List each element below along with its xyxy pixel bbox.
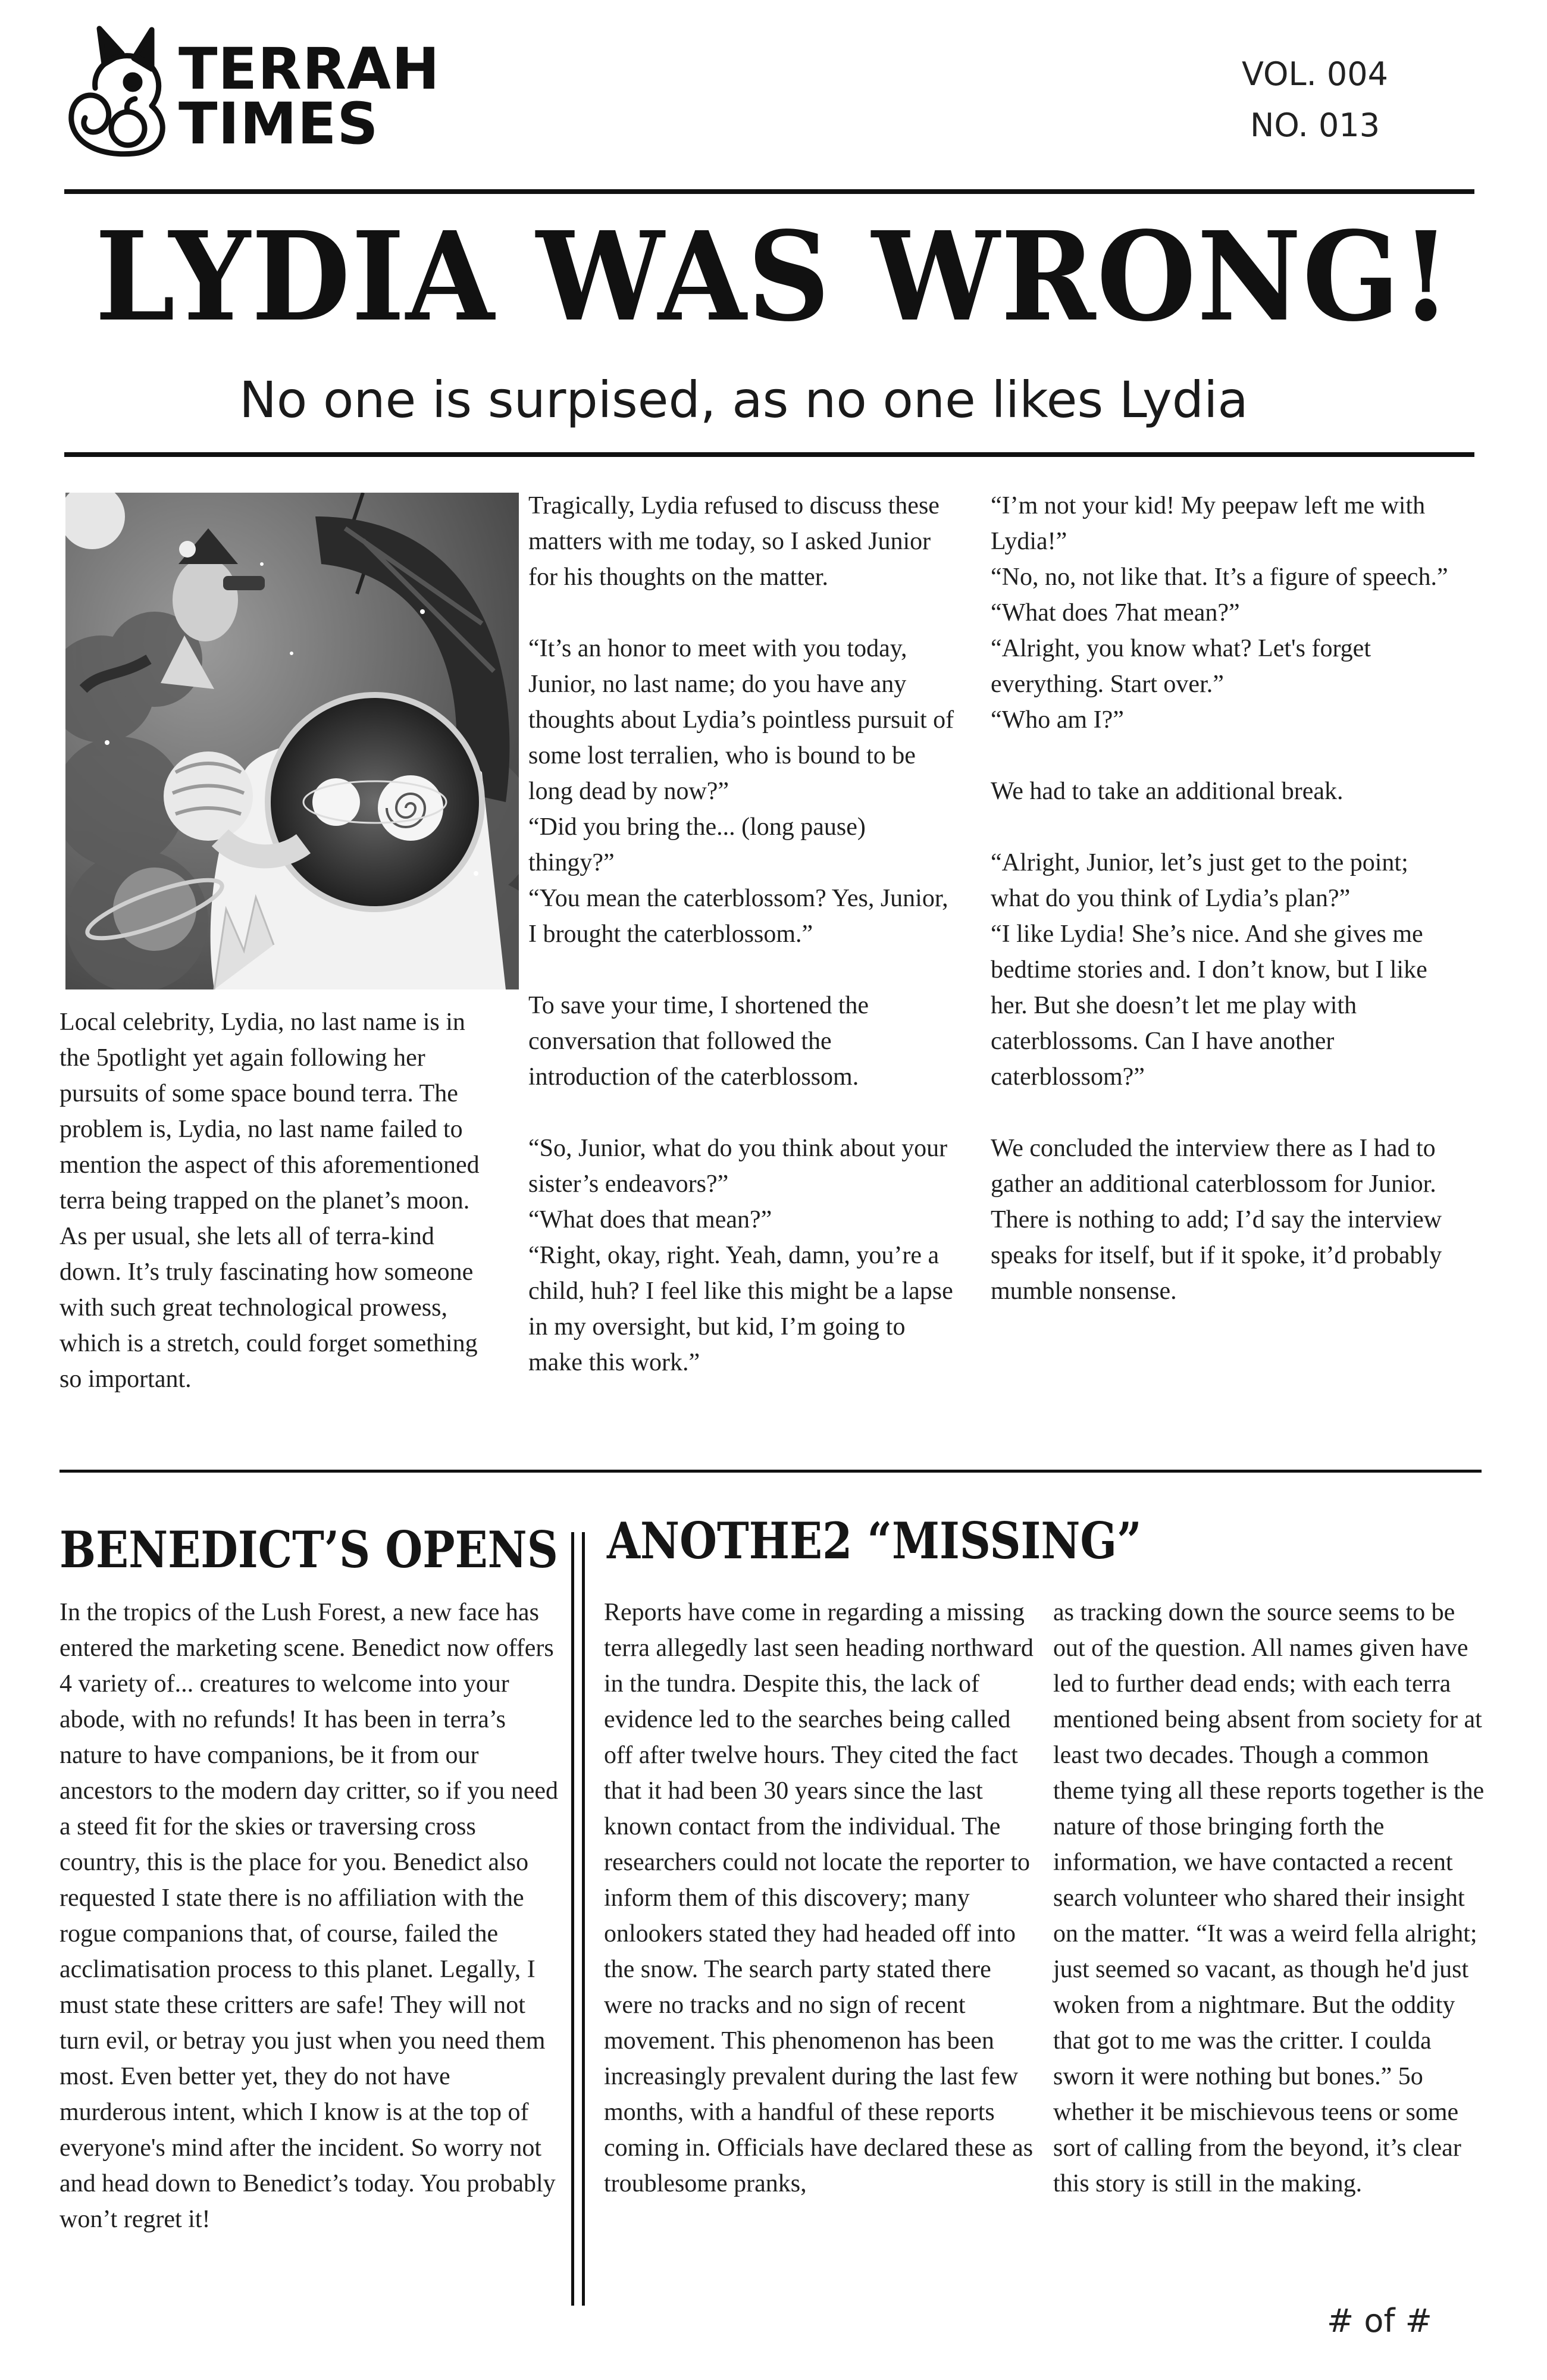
- lead-story-illustration: [65, 493, 519, 989]
- masthead-title: [178, 36, 440, 157]
- column-divider-left: [571, 1532, 574, 2306]
- lead-story-paragraph: “Who am I?”: [991, 706, 1124, 734]
- issue-info: [1214, 49, 1416, 151]
- section-divider: [60, 1470, 1482, 1473]
- masthead-rule-top: [64, 189, 1474, 194]
- missing-paragraph: as tracking down the source seems to be out of the question. All names given have led to further dead ends; with each terra mentioned being absent from society for at least two decades. Though a common theme tying all these reports together is the nature of those bringing forth the information, we have contacted a recent search volunteer who shared their insight on the matter. “It was a weird fella alright; just seemed so vacant, as though he'd just woken from a nightmare. But the oddity that got to me was the critter. I coulda sworn it were nothing but bones.” 5o whether it be mischievous teens or some sort of calling from the beyond, it’s clear this story is still in the making.: [1053, 1599, 1485, 2197]
- paragraph-spacer: [528, 1095, 957, 1130]
- paragraph-spacer: [528, 952, 957, 988]
- paragraph-spacer: [991, 1095, 1461, 1130]
- lead-story-paragraph: “What does 7hat mean?”: [991, 599, 1240, 627]
- lead-story-paragraph: “No, no, not like that. It’s a figure of speech.”: [991, 563, 1448, 591]
- page-marker: # of #: [1327, 2302, 1432, 2340]
- volume-label: VOL. 004: [1242, 55, 1388, 93]
- lead-story-paragraph: “Alright, you know what? Let's forget everything. Start over.”: [991, 635, 1371, 698]
- lead-story-paragraph: “Right, okay, right. Yeah, damn, you’re a child, huh? I feel like this might be a lapse in my oversight, but kid, I’m going to make this work.”: [528, 1242, 953, 1376]
- lead-story-paragraph: Tragically, Lydia refused to discuss these matters with me today, so I asked Junior for his thoughts on the matter.: [528, 492, 940, 591]
- lead-story-paragraph: “I like Lydia! She’s nice. And she gives me bedtime stories and. I don’t know, but I like her. But she doesn’t let me play with caterblossoms. Can I have another caterblossom?”: [991, 920, 1427, 1091]
- subheadline: No one is surpised, as no one likes Lydia: [239, 371, 1248, 429]
- lead-story-paragraph: “I’m not your kid! My peepaw left me with Lydia!”: [991, 492, 1426, 555]
- paragraph-spacer: [528, 595, 957, 631]
- logo-critter-emblem: [62, 23, 181, 159]
- headline-rule-bottom: [64, 452, 1474, 457]
- main-headline: LYDIA WAS WRONG!: [95, 205, 1452, 349]
- lead-story-paragraph: We had to take an additional break.: [991, 778, 1344, 805]
- paragraph-spacer: [991, 738, 1461, 774]
- lead-story-paragraph: Local celebrity, Lydia, no last name is in the 5potlight yet again following her pursuits of some space bound terra. The problem is, Lydia, no last name failed to mention the aspect of this aforementioned terra being trapped on the planet’s moon. As per usual, she lets all of terra-kind down. It’s truly fascinating how someone with such great technological prowess, which is a stretch, could forget something so important.: [60, 1009, 480, 1393]
- lead-story-paragraph: “Did you bring the... (long pause) thingy?”: [528, 813, 866, 876]
- lead-story-paragraph: “Alright, Junior, let’s just get to the point; what do you think of Lydia’s plan?”: [991, 849, 1408, 912]
- masthead-title-line1: TERRAH: [178, 36, 440, 102]
- missing-column-2: [1053, 1595, 1490, 2202]
- benedicts-paragraph: In the tropics of the Lush Forest, a new face has entered the marketing scene. Benedict now offers 4 variety of... creatures to welcome into your abode, with no refunds! It has been in terra’s nature to have companions, be it from our ancestors to the modern day critter, so if you need a steed fit for the skies or traversing cross country, this is the place for you. Benedict also requested I state there is no affiliation with the rogue companions that, of course, failed the acclimatisation process to this planet. Legally, I must state these critters are safe! They will not turn evil, or betray you just when you need them most. Even better yet, they do not have murderous intent, which I know is at the top of everyone's mind after the incident. So worry not and head down to Benedict’s today. You probably won’t regret it!: [60, 1599, 559, 2233]
- lead-story-paragraph: To save your time, I shortened the conversation that followed the introduction of the caterblossom.: [528, 992, 869, 1091]
- issue-number-label: NO. 013: [1250, 107, 1380, 144]
- lead-story-paragraph: “It’s an honor to meet with you today, Junior, no last name; do you have any thoughts about Lydia’s pointless pursuit of some lost terralien, who is bound to be long dead by now?”: [528, 635, 954, 805]
- benedicts-title: BENEDICT’S OPENS: [60, 1520, 558, 1579]
- masthead-title-line2: TIMES: [178, 90, 379, 157]
- lead-story-column-3: [991, 488, 1461, 1309]
- lead-story-paragraph: We concluded the interview there as I had to gather an additional caterblossom for Junior. There is nothing to add; I’d say the interview speaks for itself, but if it spoke, it’d probably mumble nonsense.: [991, 1135, 1442, 1305]
- missing-paragraph: Reports have come in regarding a missing terra allegedly last seen heading northward in the tundra. Despite this, the lack of evidence led to the searches being called off after twelve hours. They cited the fact that it had been 30 years since the last known contact from the individual. The researchers could not locate the reporter to inform them of this discovery; many onlookers stated they had headed off into the snow. The search party stated there were no tracks and no sign of recent movement. This phenomenon has been increasingly prevalent during the last few months, with a handful of these reports coming in. Officials have declared these as troublesome pranks,: [604, 1599, 1034, 2197]
- lead-story-paragraph: “So, Junior, what do you think about your sister’s endeavors?”: [528, 1135, 948, 1198]
- lead-story-paragraph: “You mean the caterblossom? Yes, Junior, I brought the caterblossom.”: [528, 885, 948, 948]
- lead-story-column-2: [528, 488, 957, 1380]
- paragraph-spacer: [991, 809, 1461, 845]
- lead-story-paragraph: “What does that mean?”: [528, 1206, 772, 1233]
- missing-title: ANOTHE2 “MISSING”: [607, 1511, 1142, 1570]
- lead-story-column-1: [60, 1004, 488, 1397]
- column-divider-right: [582, 1532, 585, 2306]
- missing-column-1: [604, 1595, 1044, 2202]
- benedicts-column: [60, 1595, 559, 2237]
